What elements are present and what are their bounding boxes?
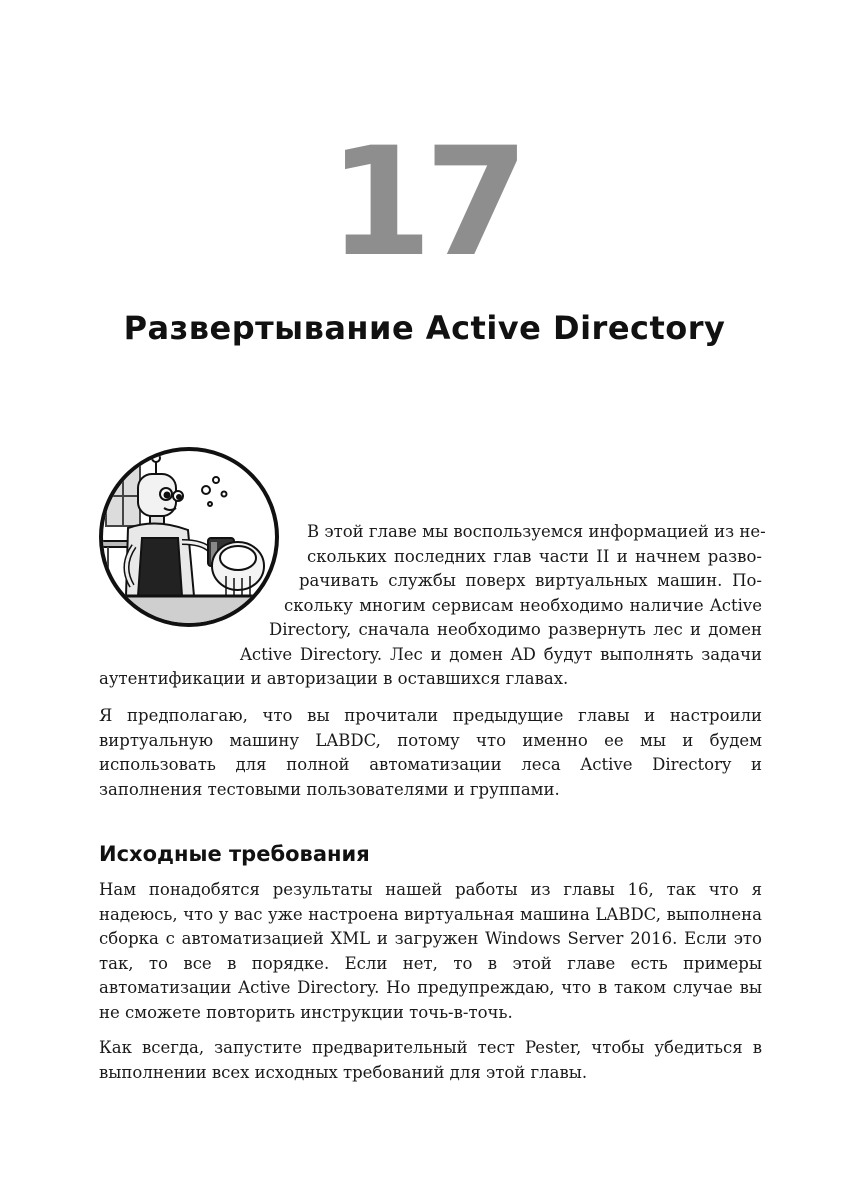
intro-line: скольку многим сервисам необходимо наличие Active — [284, 595, 762, 615]
section-heading: Исходные требования — [99, 842, 370, 866]
intro-line: В этой главе мы воспользуемся информацией из не- — [307, 522, 766, 541]
body-paragraph: Нам понадобятся результаты нашей работы из главы 16, так что я надеюсь, что у вас уже настроена виртуальная машина LABDC, выполнена сборка с автоматизацией XML и загружен Windows Server 2016. Если это так, то все в порядке. Если нет, то в этой главе есть примеры автоматизации Active Directory. Но предупреждаю, что в таком случае вы не сможете повторить инструкции точь-в-точь. — [99, 880, 762, 1022]
intro-paragraph — [99, 520, 766, 692]
chapter-number: 17 — [328, 116, 521, 290]
intro-line: аутентификации и авторизации в оставшихся главах. — [99, 669, 569, 688]
intro-line: рачивать службы поверх виртуальных машин. По- — [299, 571, 762, 590]
intro-line: Active Directory. Лес и домен AD будут выполнять задачи — [240, 644, 762, 664]
intro-line: скольких последних глав части II и начнем разво- — [307, 546, 762, 566]
intro-line: Directory, сначала необходимо развернуть лес и домен — [269, 620, 762, 639]
chapter-title: Развертывание Active Directory — [123, 309, 726, 347]
body-paragraph: Как всегда, запустите предварительный тест Pester, чтобы убедиться в выполнении всех исходных требований для этой главы. — [99, 1038, 762, 1082]
body-paragraph: Я предполагаю, что вы прочитали предыдущие главы и настроили виртуальную машину LABDC, потому что именно ее мы и будем использовать для полной автоматизации леса Active Directory и заполнения тестовыми пользователями и группами. — [99, 706, 762, 799]
